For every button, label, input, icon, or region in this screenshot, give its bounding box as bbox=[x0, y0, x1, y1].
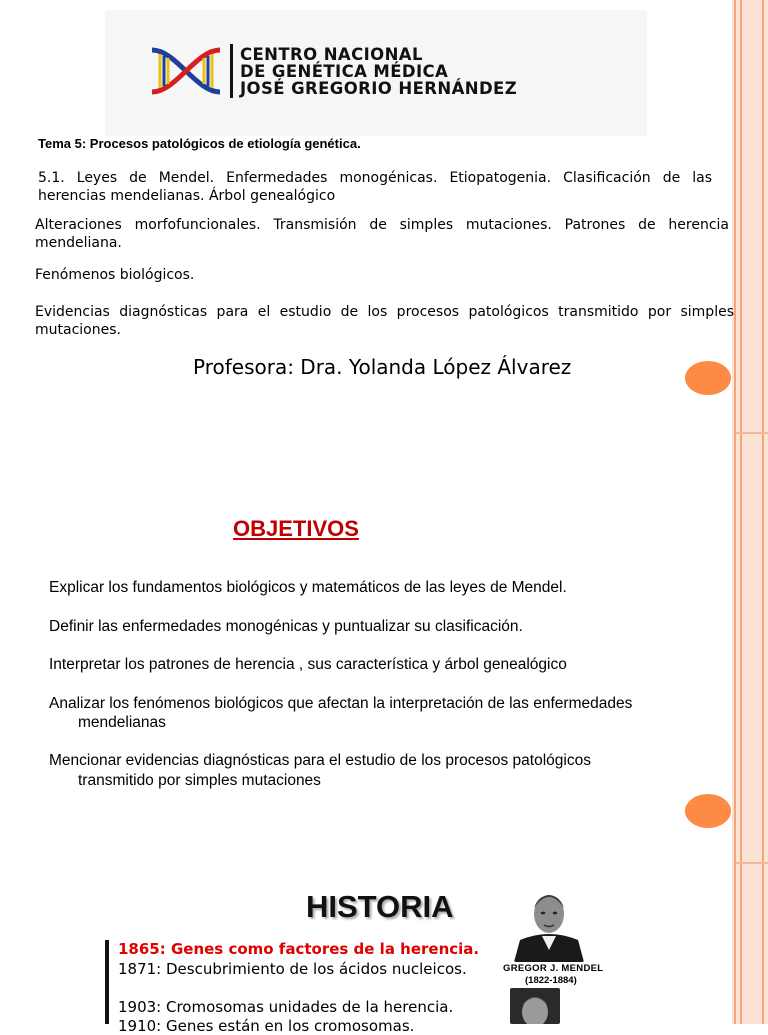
subtopic-5-1: 5.1. Leyes de Mendel. Enfermedades monogénicas. Etiopatogenia. Clasificación de las herencias mendelianas. Árbol genealógico bbox=[38, 170, 712, 204]
objetivo-item-cont: mendelianas bbox=[78, 714, 166, 731]
slide-divider bbox=[736, 862, 768, 864]
orange-dot bbox=[685, 361, 731, 395]
scientist-portrait bbox=[510, 988, 560, 1024]
objetivo-item: Analizar los fenómenos biológicos que afectan la interpretación de las enfermedades bbox=[49, 695, 633, 712]
objetivos-title: OBJETIVOS bbox=[233, 516, 359, 541]
dna-helix-icon bbox=[150, 46, 222, 96]
mendel-caption-years: (1822-1884) bbox=[525, 975, 577, 986]
orange-dot bbox=[685, 794, 731, 828]
objetivo-item: Mencionar evidencias diagnósticas para el estudio de los procesos patológicos bbox=[49, 752, 591, 769]
objetivo-item: Interpretar los patrones de herencia , sus característica y árbol genealógico bbox=[49, 656, 567, 673]
logo-text bbox=[240, 46, 517, 97]
mendel-portrait bbox=[514, 884, 584, 962]
paragraph-fenomenos: Fenómenos biológicos. bbox=[35, 267, 195, 283]
mendel-caption-name: GREGOR J. MENDEL bbox=[503, 963, 604, 974]
logo-line-3: JOSÉ GREGORIO HERNÁNDEZ bbox=[240, 79, 518, 98]
objetivo-item-cont: transmitido por simples mutaciones bbox=[78, 772, 321, 789]
objetivo-item: Explicar los fundamentos biológicos y matemáticos de las leyes de Mendel. bbox=[49, 579, 567, 596]
logo-line-1: CENTRO NACIONAL bbox=[240, 45, 423, 64]
historia-line: 1903: Cromosomas unidades de la herencia. bbox=[118, 998, 454, 1016]
historia-line: 1871: Descubrimiento de los ácidos nucleicos. bbox=[118, 960, 467, 978]
objetivo-item: Definir las enfermedades monogénicas y puntualizar su clasificación. bbox=[49, 618, 523, 635]
historia-highlight: 1865: Genes como factores de la herencia. bbox=[118, 940, 480, 958]
paragraph-evidencias: Evidencias diagnósticas para el estudio de los procesos patológicos transmitido por simples mutaciones. bbox=[35, 304, 734, 338]
historia-line: 1910: Genes están en los cromosomas. bbox=[118, 1017, 415, 1035]
paragraph-alteraciones: Alteraciones morfofuncionales. Transmisión de simples mutaciones. Patrones de herencia mendeliana. bbox=[35, 217, 729, 251]
historia-title: HISTORIA bbox=[306, 889, 454, 924]
tema-title: Tema 5: Procesos patológicos de etiología genética. bbox=[38, 136, 361, 151]
logo-divider bbox=[230, 44, 233, 98]
historia-bar bbox=[105, 940, 109, 1024]
logo-line-2: DE GENÉTICA MÉDICA bbox=[240, 62, 449, 81]
profesora: Profesora: Dra. Yolanda López Álvarez bbox=[193, 355, 572, 379]
right-border bbox=[732, 0, 768, 1024]
slide-divider bbox=[736, 432, 768, 434]
